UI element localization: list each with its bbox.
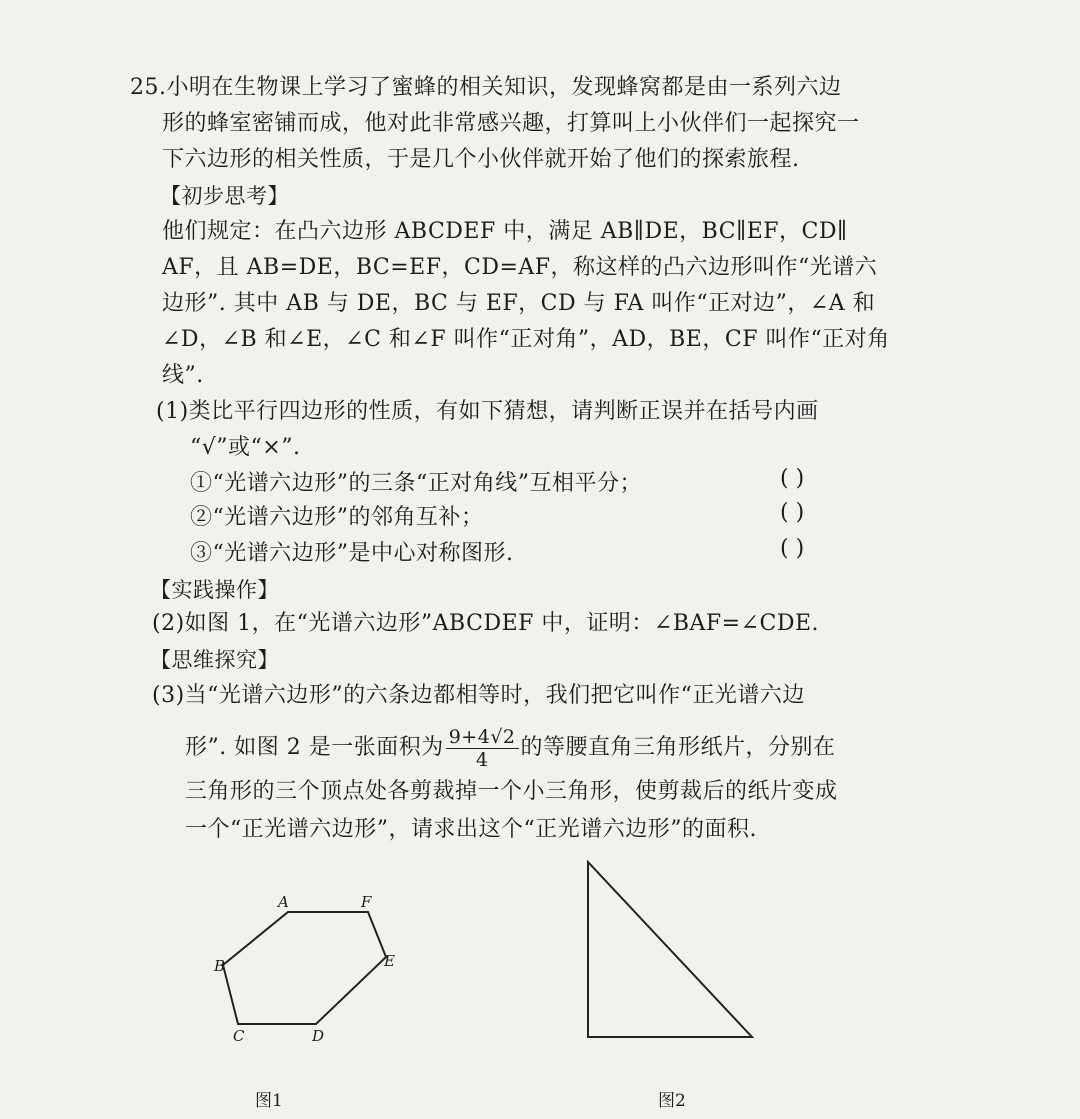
vertex-label-b: B	[214, 957, 226, 975]
intro-text-1: 小明在生物课上学习了蜜蜂的相关知识，发现蜂窝都是由一系列六边	[166, 75, 842, 100]
answer-bracket-3[interactable]: ( )	[780, 536, 805, 561]
question-1-item-1: ①“光谱六边形”的三条“正对角线”互相平分；	[190, 471, 642, 496]
question-1-line-1: (1)类比平行四边形的性质，有如下猜想，请判断正误并在括号内画	[156, 399, 819, 424]
vertex-label-c: C	[233, 1027, 245, 1045]
problem-number: 25.	[130, 75, 167, 100]
section-heading-practice: 【实践操作】	[150, 578, 279, 602]
question-3-line-2-pre: 形”. 如图 2 是一张面积为	[185, 735, 444, 760]
figure-2-triangle	[588, 862, 752, 1037]
vertex-label-f: F	[361, 893, 372, 911]
figure-1-hexagon	[223, 912, 386, 1024]
definition-line-2: AF，且 AB=DE，BC=EF，CD=AF，称这样的凸六边形叫作“光谱六	[162, 255, 878, 280]
fraction-numerator: 9+4√2	[446, 726, 519, 749]
answer-bracket-2[interactable]: ( )	[780, 500, 805, 525]
figure-1-caption: 图1	[255, 1091, 283, 1111]
question-3-line-3: 三角形的三个顶点处各剪裁掉一个小三角形，使剪裁后的纸片变成	[185, 779, 838, 804]
question-1-item-2: ②“光谱六边形”的邻角互补；	[190, 505, 484, 530]
vertex-label-d: D	[312, 1027, 325, 1045]
figure-2-caption: 图2	[658, 1091, 686, 1111]
fraction-denominator: 4	[475, 748, 489, 771]
question-1-item-3: ③“光谱六边形”是中心对称图形.	[190, 541, 514, 566]
answer-bracket-1[interactable]: ( )	[780, 466, 805, 491]
question-3-line-1: (3)当“光谱六边形”的六条边都相等时，我们把它叫作“正光谱六边	[152, 683, 805, 708]
section-heading-initial-thinking: 【初步思考】	[160, 184, 289, 208]
definition-line-1: 他们规定：在凸六边形 ABCDEF 中，满足 AB∥DE，BC∥EF，CD∥	[162, 219, 848, 244]
section-heading-thinking-exploration: 【思维探究】	[150, 648, 279, 672]
question-3-line-2-post: 的等腰直角三角形纸片，分别在	[520, 735, 836, 760]
vertex-label-e: E	[384, 952, 395, 970]
question-2: (2)如图 1，在“光谱六边形”ABCDEF 中，证明：∠BAF=∠CDE.	[152, 611, 820, 636]
definition-line-3: 边形”. 其中 AB 与 DE，BC 与 EF，CD 与 FA 叫作“正对边”，∠A 和	[162, 291, 876, 316]
problem-intro-line-2: 形的蜂室密铺而成，他对此非常感兴趣，打算叫上小伙伴们一起探究一	[162, 111, 860, 136]
problem-intro-line-3: 下六边形的相关性质，于是几个小伙伴就开始了他们的探索旅程.	[162, 147, 800, 172]
definition-line-5: 线”.	[162, 363, 204, 388]
definition-line-4: ∠D，∠B 和∠E，∠C 和∠F 叫作“正对角”，AD，BE，CF 叫作“正对角	[162, 327, 890, 352]
question-3-line-4: 一个“正光谱六边形”，请求出这个“正光谱六边形”的面积.	[185, 817, 757, 842]
vertex-label-a: A	[278, 893, 289, 911]
question-1-line-2: “√”或“×”.	[190, 435, 301, 460]
